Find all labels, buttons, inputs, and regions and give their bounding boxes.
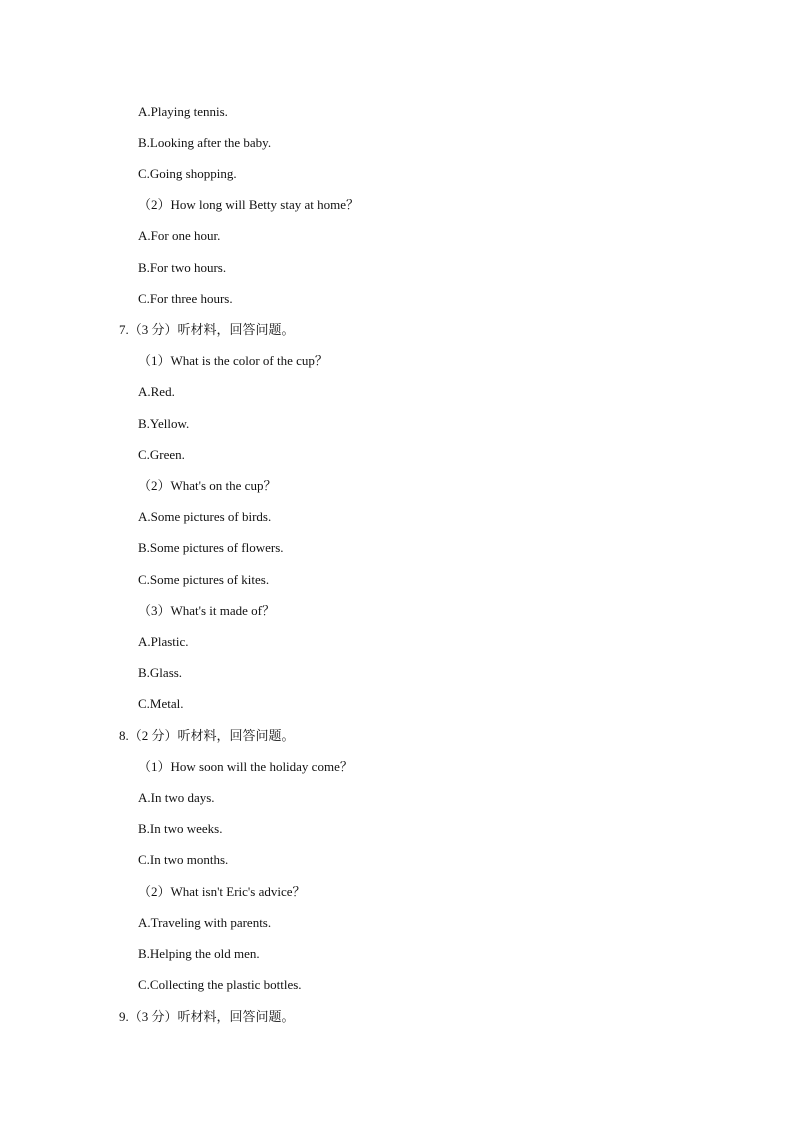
option-a-red: A.Red.	[138, 384, 175, 399]
subquestion-8-2: （2）What isn't Eric's advice？	[138, 884, 306, 899]
subquestion-7-3: （3）What's it made of？	[138, 603, 276, 618]
question-8-heading: 8.（2 分）听材料，回答问题。	[119, 728, 295, 743]
option-a-one-hour: A.For one hour.	[138, 228, 221, 243]
question-9-heading: 9.（3 分）听材料，回答问题。	[119, 1009, 295, 1024]
option-a-two-days: A.In two days.	[138, 790, 215, 805]
option-c-green: C.Green.	[138, 447, 185, 462]
subquestion-7-1: （1）What is the color of the cup？	[138, 353, 328, 368]
option-a-plastic: A.Plastic.	[138, 634, 189, 649]
option-b-glass: B.Glass.	[138, 665, 183, 680]
subquestion-8-1: （1）How soon will the holiday come？	[138, 759, 353, 774]
option-c-going-shopping: C.Going shopping.	[138, 166, 237, 181]
subquestion-6-2: （2）How long will Betty stay at home？	[138, 197, 359, 212]
option-c-metal: C.Metal.	[138, 696, 184, 711]
question-7-heading: 7.（3 分）听材料，回答问题。	[119, 322, 295, 337]
option-b-flowers: B.Some pictures of flowers.	[138, 540, 284, 555]
option-a-birds: A.Some pictures of birds.	[138, 509, 272, 524]
option-c-three-hours: C.For three hours.	[138, 291, 233, 306]
option-a-traveling: A.Traveling with parents.	[138, 915, 272, 930]
subquestion-7-2: （2）What's on the cup？	[138, 478, 277, 493]
option-c-two-months: C.In two months.	[138, 852, 229, 867]
option-c-kites: C.Some pictures of kites.	[138, 572, 270, 587]
option-a-playing-tennis: A.Playing tennis.	[138, 104, 228, 119]
option-b-two-hours: B.For two hours.	[138, 260, 227, 275]
option-b-looking-after-baby: B.Looking after the baby.	[138, 135, 272, 150]
option-b-two-weeks: B.In two weeks.	[138, 821, 223, 836]
option-b-yellow: B.Yellow.	[138, 416, 190, 431]
option-b-helping: B.Helping the old men.	[138, 946, 260, 961]
option-c-collecting: C.Collecting the plastic bottles.	[138, 977, 302, 992]
